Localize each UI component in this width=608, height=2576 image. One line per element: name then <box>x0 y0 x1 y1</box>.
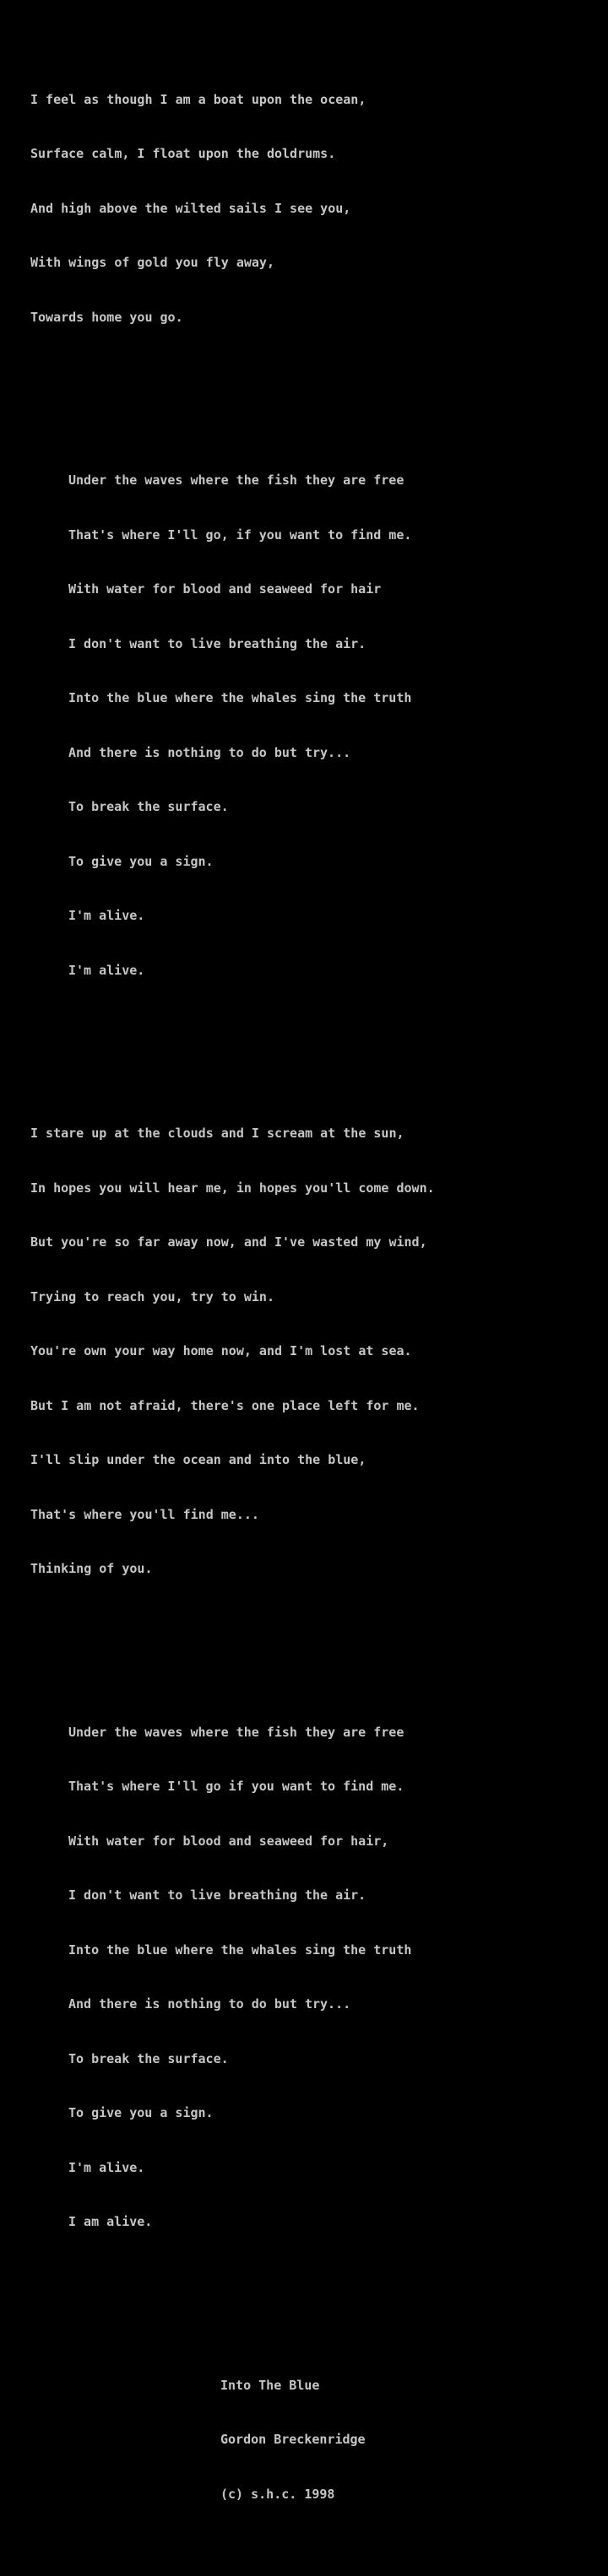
lyric-line: Under the waves where the fish they are free <box>68 1724 404 1740</box>
lyrics-chorus-2 <box>30 1688 608 2268</box>
lyric-line: In hopes you will hear me, in hopes you'll come down. <box>30 1180 435 1196</box>
lyric-line: To break the surface. <box>68 799 229 814</box>
lyric-line: And there is nothing to do but try... <box>68 1996 351 2012</box>
lyric-line: And high above the wilted sails I see you, <box>30 200 351 216</box>
lyric-line: I don't want to live breathing the air. <box>68 1887 366 1903</box>
lyric-line: You're own your way home now, and I'm lost at sea. <box>30 1343 412 1358</box>
lyric-line: I don't want to live breathing the air. <box>68 635 366 651</box>
lyric-line: And there is nothing to do but try... <box>68 744 351 760</box>
lyric-line: With water for blood and seaweed for hair, <box>68 1833 389 1849</box>
lyric-line: With wings of gold you fly away, <box>30 255 274 270</box>
lyric-line: That's where I'll go if you want to find me. <box>68 1779 404 1794</box>
lyric-line: With water for blood and seaweed for hair <box>68 581 382 597</box>
lyric-line: Trying to reach you, try to win. <box>30 1288 274 1304</box>
lyric-line: Into the blue where the whales sing the truth <box>68 690 412 705</box>
lyric-line: I'm alive. <box>68 2159 145 2175</box>
lyric-line: I stare up at the clouds and I scream at the sun, <box>30 1126 404 1141</box>
lyric-line: But I am not afraid, there's one place left for me. <box>30 1397 420 1413</box>
lyric-line: Under the waves where the fish they are free <box>68 473 404 488</box>
lyric-line: I am alive. <box>68 2214 153 2229</box>
lyric-line: That's where you'll find me... <box>30 1506 259 1522</box>
lyric-line: To give you a sign. <box>68 853 214 869</box>
song-title: Into The Blue <box>220 2377 320 2393</box>
lyric-line: I'm alive. <box>68 908 145 923</box>
lyrics-verse-1 <box>30 55 608 364</box>
song-credits <box>30 2341 608 2541</box>
lyric-line: Thinking of you. <box>30 1561 153 1576</box>
lyric-line: That's where I'll go, if you want to find me. <box>68 527 412 543</box>
lyric-line: Into the blue where the whales sing the truth <box>68 1941 412 1958</box>
lyric-line: To break the surface. <box>68 2050 229 2066</box>
lyrics-chorus-1 <box>30 435 608 1016</box>
lyric-line: But you're so far away now, and I've wasted my wind, <box>30 1234 427 1250</box>
lyric-line: I'm alive. <box>68 962 145 978</box>
song-author: Gordon Breckenridge <box>220 2432 366 2447</box>
lyric-line: I feel as though I am a boat upon the ocean, <box>30 91 366 107</box>
lyric-line: I'll slip under the ocean and into the blue, <box>30 1452 366 1467</box>
lyrics-verse-2 <box>30 1088 608 1615</box>
lyric-line: Towards home you go. <box>30 309 183 325</box>
lyric-line: Surface calm, I float upon the doldrums. <box>30 146 336 161</box>
song-copyright: (c) s.h.c. 1998 <box>220 2486 335 2502</box>
lyric-line: To give you a sign. <box>68 2105 214 2120</box>
